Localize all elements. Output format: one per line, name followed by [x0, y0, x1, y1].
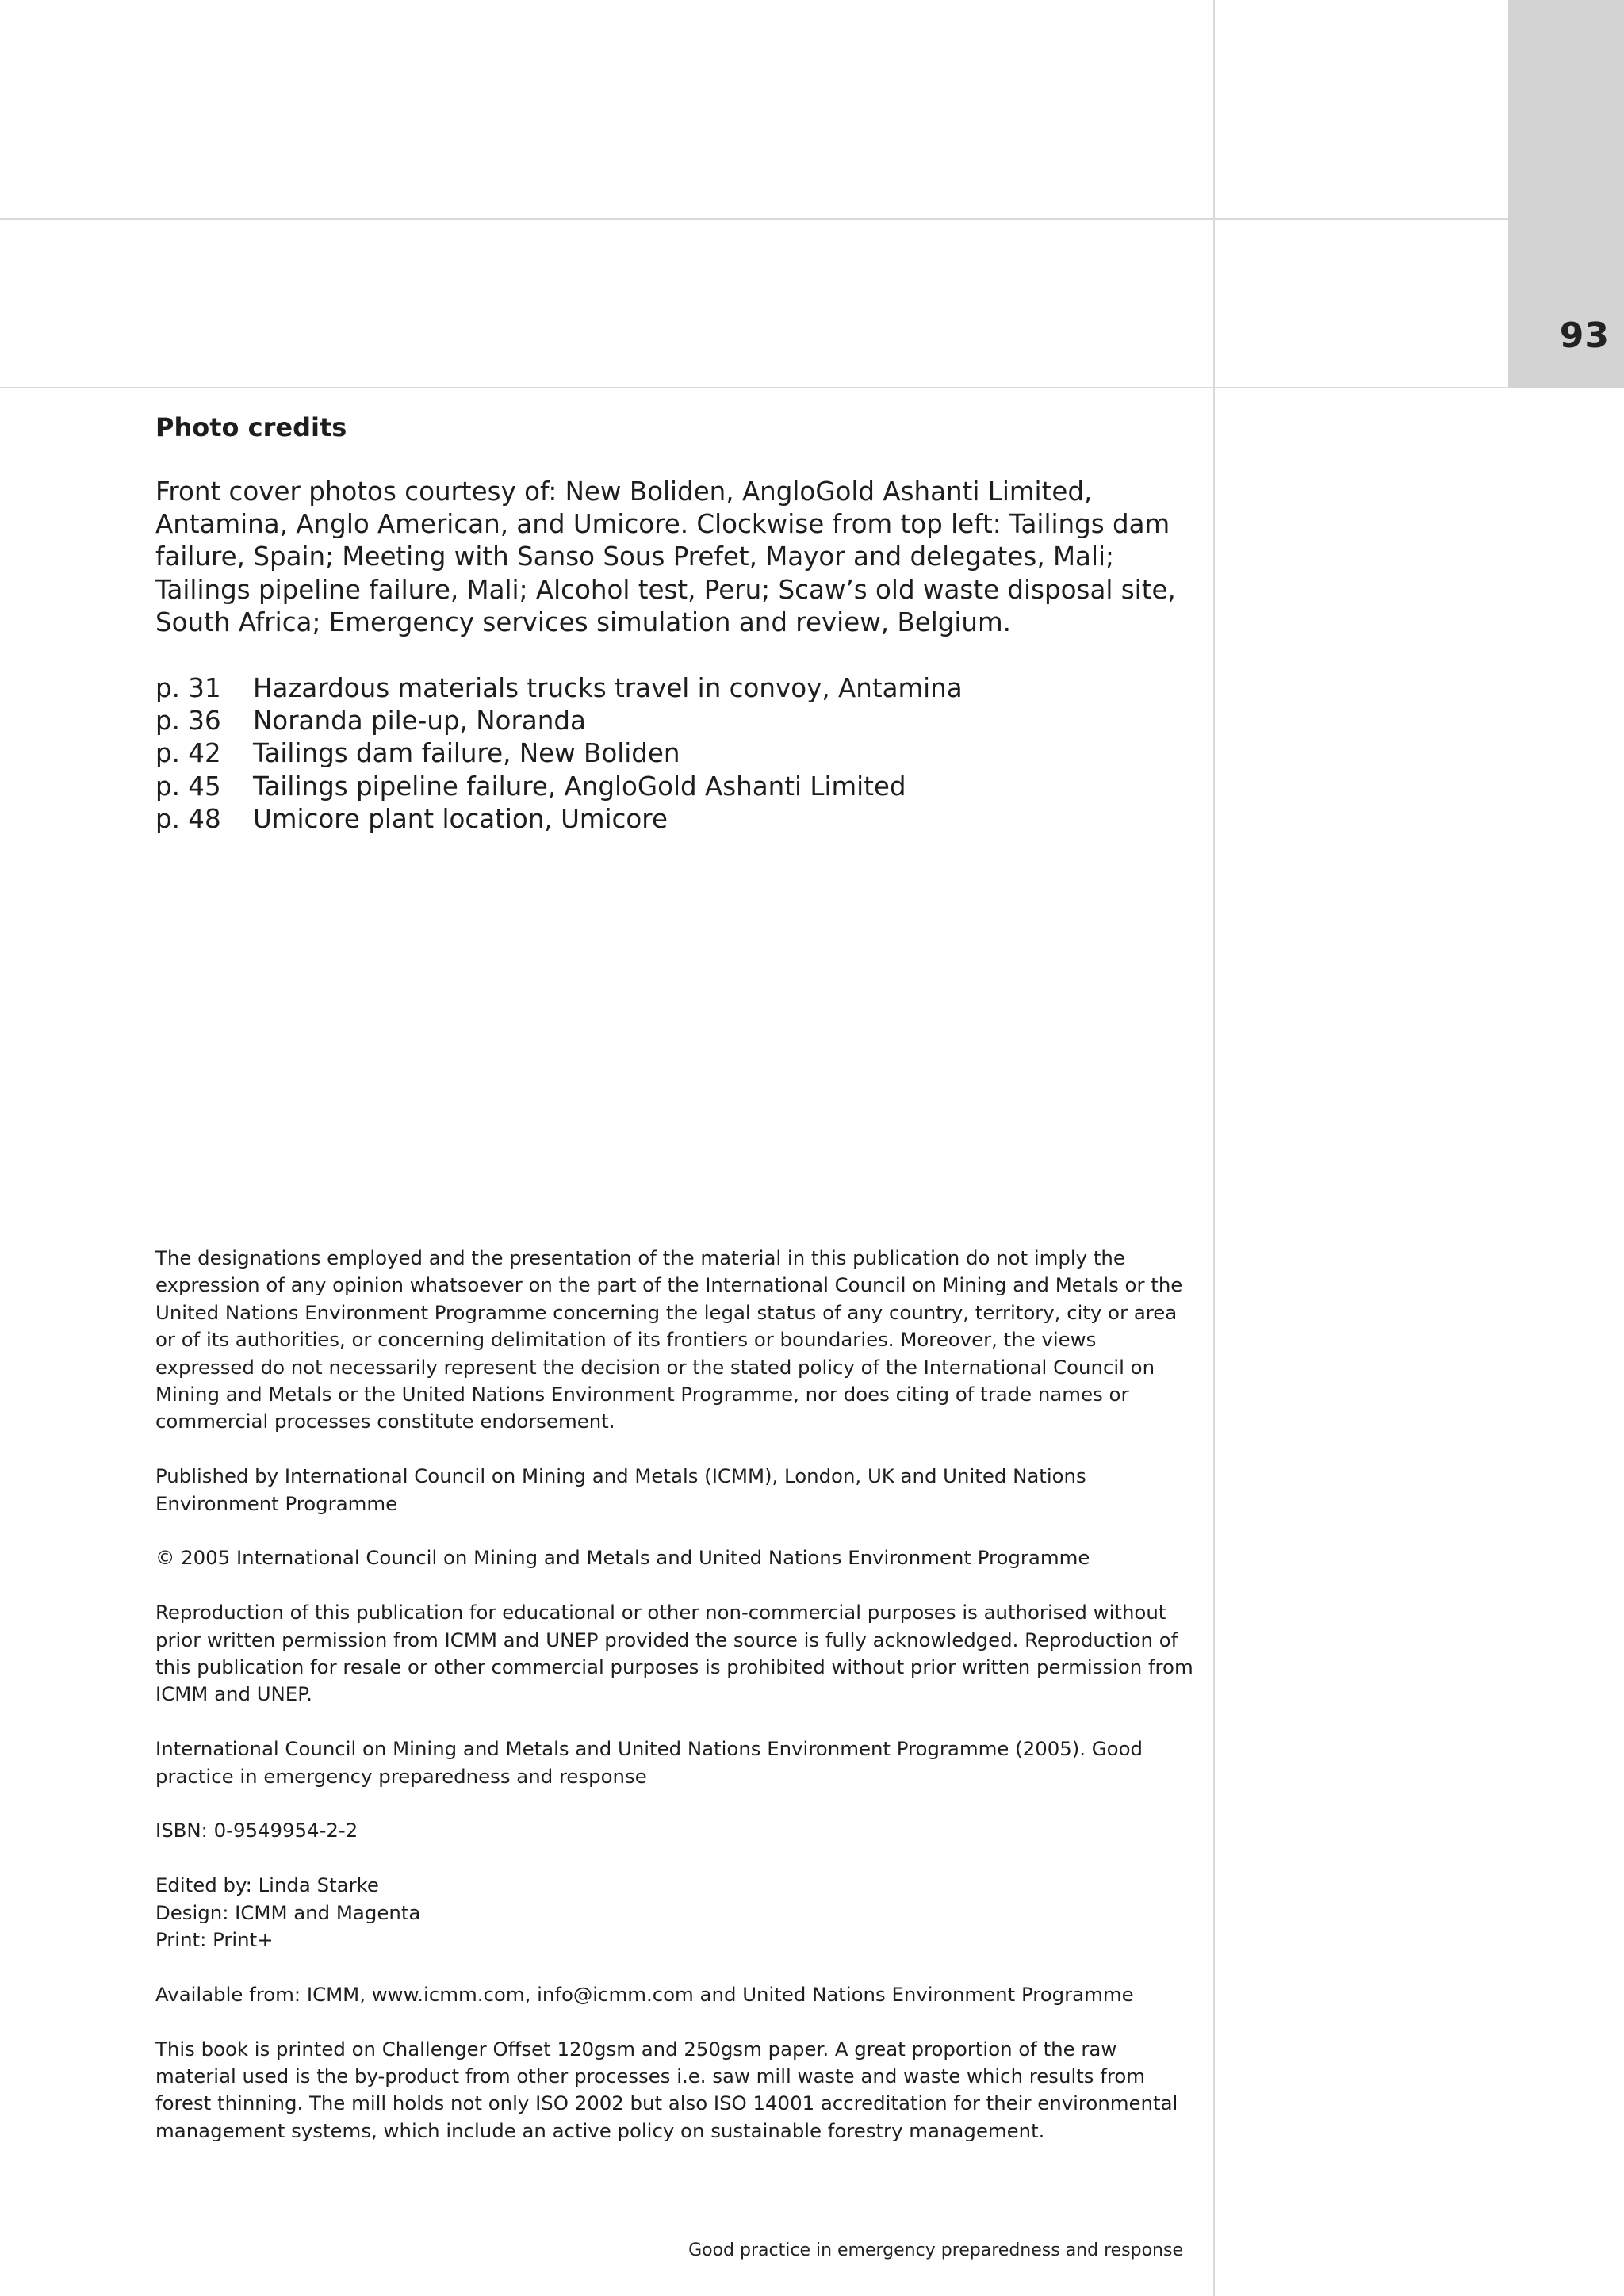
page-number: 93 [1559, 316, 1610, 356]
credit-caption: Tailings dam failure, New Boliden [253, 738, 680, 769]
list-item [155, 737, 963, 770]
column-divider [1213, 0, 1215, 2296]
section-title: Photo credits [155, 412, 347, 442]
production-credits [155, 1872, 1194, 1954]
paper-note-paragraph: This book is printed on Challenger Offset 120gsm and 250gsm paper. A great proportion of the raw material used is the by-product from other processes i.e. saw mill waste and waste which results from forest thinning. The mill holds not only ISO 2002 but also ISO 14001 accreditation for their environmental management systems, which include an active policy on sustainable forestry management. [155, 2037, 1178, 2142]
credit-page: p. 36 [155, 706, 221, 737]
citation-paragraph: International Council on Mining and Metals and United Nations Environment Programme (2005). Good practice in emergency preparedness and response [155, 1737, 1143, 1788]
photo-credits-list [155, 672, 963, 836]
list-item [155, 771, 963, 803]
credit-caption: Tailings pipeline failure, AngloGold Ashanti Limited [253, 771, 906, 802]
running-footer: Good practice in emergency preparedness and response [688, 2241, 1183, 2260]
availability-paragraph: Available from: ICMM, www.icmm.com, info@icmm.com and United Nations Environment Programme [155, 1982, 1134, 2006]
editor-line: Edited by: Linda Starke [155, 1873, 379, 1897]
credit-page: p. 31 [155, 673, 221, 703]
disclaimer-paragraph: The designations employed and the presentation of the material in this publication do not imply the expression of any opinion whatsoever on the part of the International Council on Mining and Metals or the United Nations Environment Programme concerning the legal status of any country, territory, city or area or of its authorities, or concerning delimitation of its frontiers or boundaries. Moreover, the views expressed do not necessarily represent the decision or the stated policy of the International Council on Mining and Metals or the United Nations Environment Programme, nor does citing of trade names or commercial processes constitute endorsement. [155, 1246, 1183, 1433]
credit-page: p. 42 [155, 738, 221, 769]
list-item [155, 705, 963, 737]
list-item [155, 672, 963, 705]
imprint-block [155, 1245, 1194, 2172]
print-line: Print: Print+ [155, 1928, 274, 1952]
page-number-tab [1508, 0, 1624, 388]
credit-caption: Umicore plant location, Umicore [253, 803, 668, 834]
copyright-notice: © 2005 International Council on Mining and Metals and United Nations Environment Programme [155, 1546, 1090, 1570]
header-divider-top [0, 218, 1508, 220]
credit-caption: Hazardous materials trucks travel in convoy, Antamina [253, 673, 963, 703]
credit-page: p. 45 [155, 771, 221, 802]
publisher-paragraph: Published by International Council on Mining and Metals (ICMM), London, UK and United Nations Environment Programme [155, 1464, 1086, 1515]
intro-paragraph: Front cover photos courtesy of: New Boliden, AngloGold Ashanti Limited, Antamina, Anglo American, and Umicore. Clockwise from top left: Tailings dam failure, Spain; Meeting with Sanso Sous Prefet, Mayor and delegates, Mali; Tailings pipeline failure, Mali; Alcohol test, Peru; Scaw’s old waste disposal site, South Africa; Emergency services simulation and review, Belgium. [155, 476, 1176, 637]
design-line: Design: ICMM and Magenta [155, 1900, 421, 1924]
header-divider-bottom [0, 387, 1624, 388]
list-item [155, 803, 963, 836]
credit-caption: Noranda pile-up, Noranda [253, 706, 586, 737]
isbn-line: ISBN: 0-9549954-2-2 [155, 1819, 358, 1843]
credit-page: p. 48 [155, 803, 221, 834]
reproduction-paragraph: Reproduction of this publication for educational or other non-commercial purposes is authorised without prior written permission from ICMM and UNEP provided the source is fully acknowledged. Reproduction of this publication for resale or other commercial purposes is prohibited without prior written permission from ICMM and UNEP. [155, 1601, 1193, 1706]
